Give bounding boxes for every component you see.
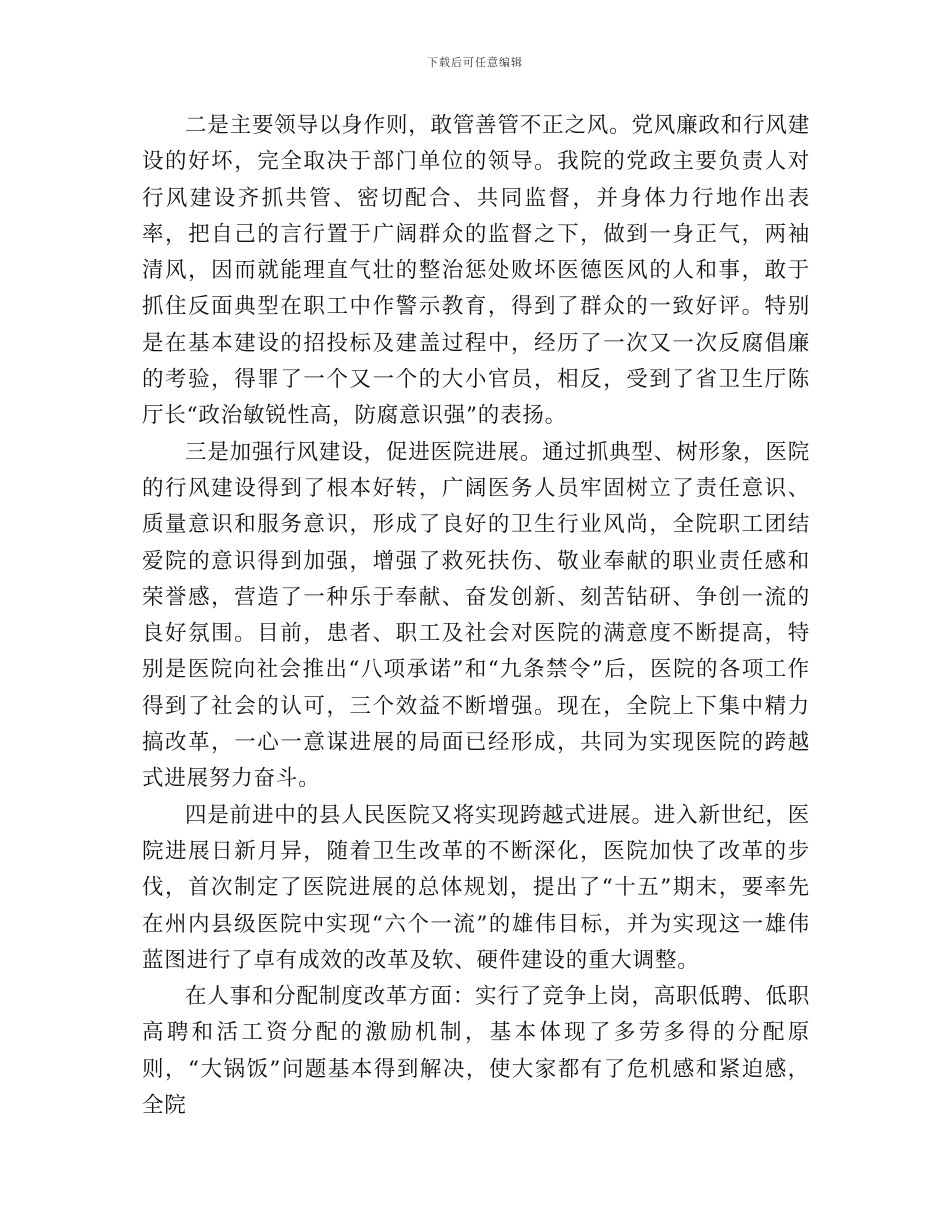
paragraph-industry-style: 三是加强行风建设，促进医院进展。通过抓典型、树形象，医院的行风建设得到了根本好转，广阔医务人员牢固树立了责任意识、质量意识和服务意识，形成了良好的卫生行业风尚，全院职工团结爱院的意识得到加强，增强了救死扶伤、敬业奉献的职业责任感和荣誉感，营造了一种乐于奉献、奋发创新、刻苦钻研、争创一流的良好氛围。目前，患者、职工及社会对医院的满意度不断提高，特别是医院向社会推出“八项承诺”和“九条禁令”后，医院的各项工作得到了社会的认可，三个效益不断增强。现在，全院上下集中精力搞改革，一心一意谋进展的局面已经形成，共同为实现医院的跨越式进展努力奋斗。 — [142, 439, 810, 792]
paragraph-development: 四是前进中的县人民医院又将实现跨越式进展。进入新世纪，医院进展日新月异，随着卫生改革的不断深化，医院加快了改革的步伐，首次制定了医院进展的总体规划，提出了“十五”期末，要率先在州内县级医院中实现“六个一流”的雄伟目标，并为实现这一雄伟蓝图进行了卓有成效的改革及软、硬件建设的重大调整。 — [142, 802, 810, 973]
document-body — [142, 108, 810, 1124]
header-note: 下载后可任意编辑 — [427, 56, 523, 69]
paragraph-personnel-reform: 在人事和分配制度改革方面：实行了竞争上岗，高职低聘、低职高聘和活工资分配的激励机制，基本体现了多劳多得的分配原则，“大锅饭”问题基本得到解决，使大家都有了危机感和紧迫感，全院 — [142, 984, 810, 1119]
paragraph-leadership: 二是主要领导以身作则，敢管善管不正之风。党风廉政和行风建设的好坏，完全取决于部门单位的领导。我院的党政主要负责人对行风建设齐抓共管、密切配合、共同监督，并身体力行地作出表率，把自己的言行置于广阔群众的监督之下，做到一身正气，两袖清风，因而就能理直气壮的整治惩处败坏医德医风的人和事，敢于抓住反面典型在职工中作警示教育，得到了群众的一致好评。特别是在基本建设的招投标及建盖过程中，经历了一次又一次反腐倡廉的考验，得罪了一个又一个的大小官员，相反，受到了省卫生厅陈厅长“政治敏锐性高，防腐意识强”的表扬。 — [142, 113, 810, 429]
